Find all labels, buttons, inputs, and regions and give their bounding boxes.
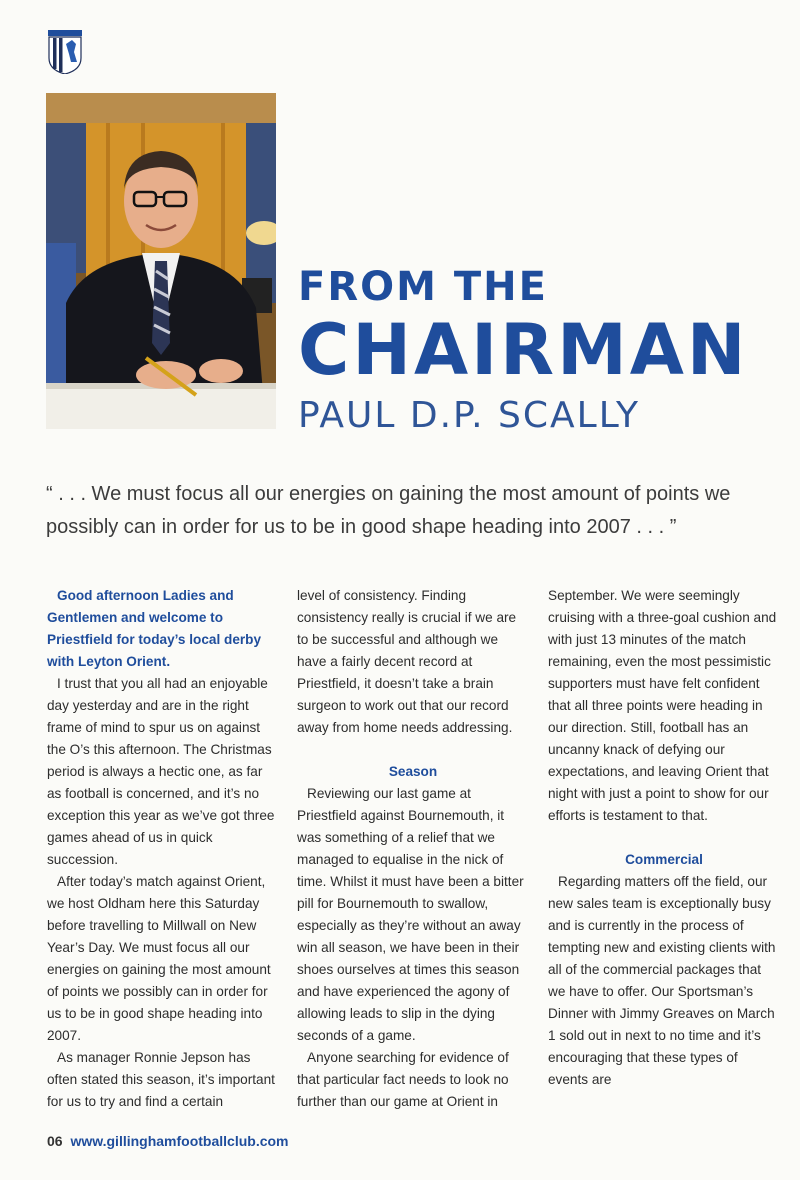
intro-paragraph: Good afternoon Ladies and Gentlemen and welcome to Priestfield for today’s local derby with Leyton Orient.	[47, 588, 262, 669]
pull-quote: “ . . . We must focus all our energies on gaining the most amount of points we possibly can in order for us to be in good shape heading into 2007 . . . ”	[46, 483, 731, 538]
body-paragraph: September. We were seemingly cruising with a three-goal cushion and with just 13 minutes of the match remaining, even the most pessimistic supporters must have felt confident that all three points were heading in our direction. Still, football has an uncanny knack of defying our expectations, and leaving Orient that night with just a point to show for our efforts is testament to that.	[548, 588, 777, 823]
body-paragraph: After today’s match against Orient, we host Oldham here this Saturday before travelling to Millwall on New Year’s Day. We must focus all our energies on gaining the most amount of points we possibly can in order for us to be in good shape heading into 2007.	[47, 874, 271, 1043]
title-line-1: FROM THE	[298, 264, 548, 310]
body-paragraph: Regarding matters off the field, our new sales team is exceptionally busy and is currently in the process of tempting new and existing clients with all of the commercial packages that we have to offer. Our Sportsman’s Dinner with Jimmy Greaves on March 1 sold out in next to no time and it’s encouraging that these types of events are	[548, 874, 776, 1087]
title-line-2: CHAIRMAN	[298, 309, 749, 391]
body-paragraph: Anyone searching for evidence of that particular fact needs to look no further than our game at Orient in	[297, 1050, 509, 1109]
website-link[interactable]: www.gillinghamfootballclub.com	[70, 1133, 289, 1149]
body-paragraph: As manager Ronnie Jepson has often stated this season, it’s important for us to try and find a certain	[47, 1050, 275, 1109]
column-3	[548, 585, 780, 1091]
section-heading-season: Season	[388, 764, 438, 779]
body-paragraph: level of consistency. Finding consistency really is crucial if we are to be successful and although we have a fairly decent record at Priestfield, it doesn’t take a brain surgeon to work out that our record away from home needs addressing.	[297, 588, 517, 735]
column-2	[297, 585, 529, 1113]
body-paragraph: Reviewing our last game at Priestfield against Bournemouth, it was something of a relief that we managed to equalise in the nick of time. Whilst it must have been a bitter pill for Bournemouth to swallow, especially as they’re without an away win all season, we have been in their shoes ourselves at times this season and have experienced the agony of allowing leads to slip in the dying seconds of a game.	[297, 786, 524, 1043]
column-1	[47, 585, 279, 1113]
author-name: PAUL D.P. SCALLY	[298, 395, 640, 436]
body-paragraph: I trust that you all had an enjoyable day yesterday and are in the right frame of mind to spur us on against the O’s this afternoon. The Christmas period is always a hectic one, as far as football is concerned, and it’s no exception this year as we’ve got three games ahead of us in quick succession.	[47, 676, 275, 867]
chairman-photo	[46, 93, 276, 429]
page-number: 06	[47, 1133, 63, 1149]
section-heading-commercial: Commercial	[625, 852, 703, 867]
club-crest-icon	[48, 30, 82, 74]
page-footer	[47, 1133, 289, 1149]
